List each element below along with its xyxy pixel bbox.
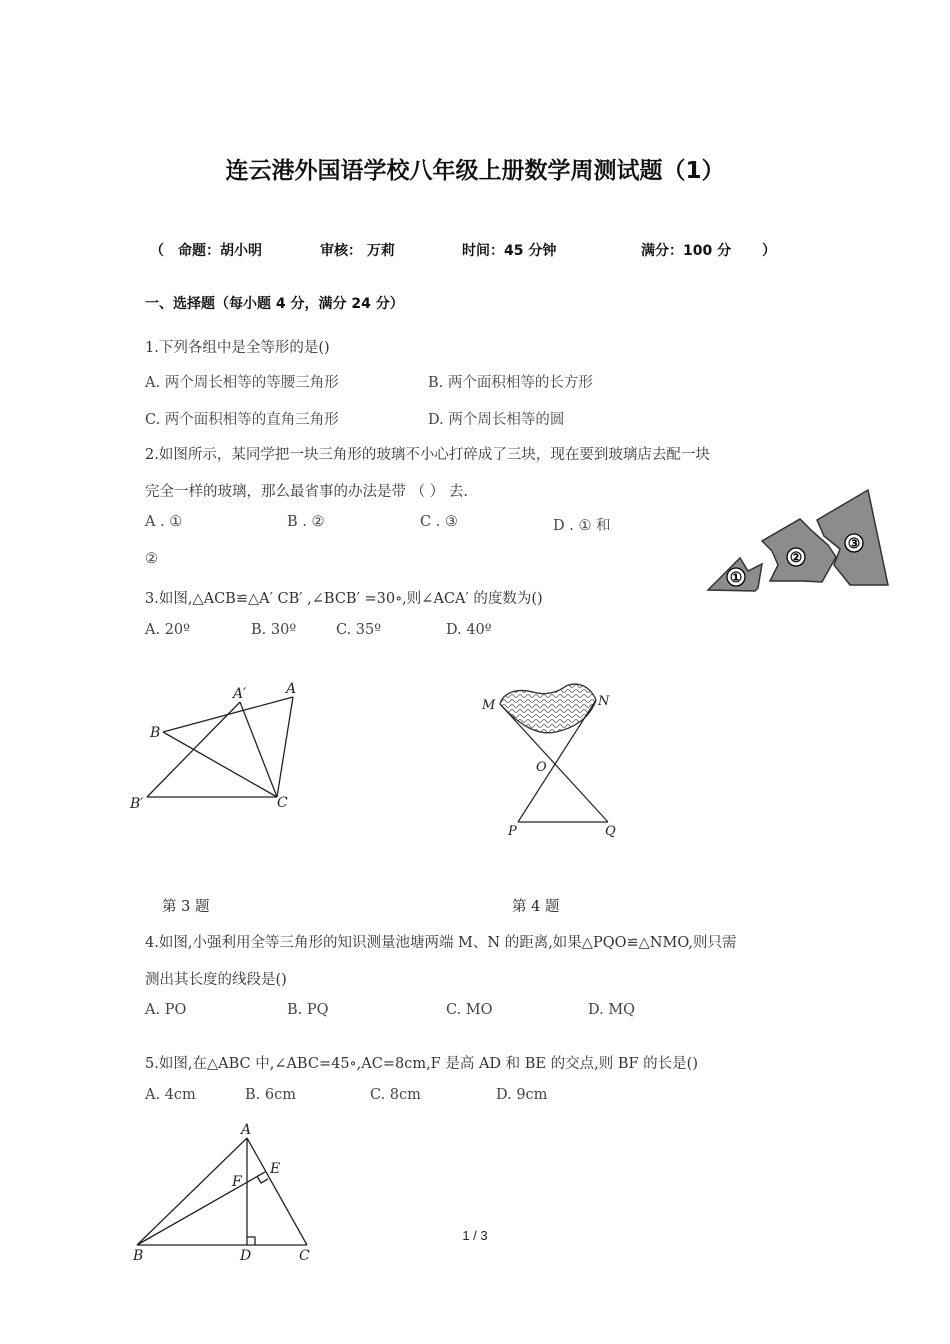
q3-option-b: B. 30º bbox=[251, 622, 297, 638]
fig3-label-A-prime: A′ bbox=[233, 686, 247, 702]
q1-option-b: B. 两个面积相等的长方形 bbox=[428, 375, 593, 391]
fig4-label-Q: Q bbox=[605, 824, 616, 839]
info-open: （ bbox=[150, 243, 164, 259]
caption-figure-3: 第 3 题 bbox=[162, 899, 210, 915]
q4-option-c: C. MO bbox=[446, 1002, 493, 1018]
glass-label-2 bbox=[787, 548, 805, 566]
q5-option-a: A. 4cm bbox=[145, 1087, 196, 1103]
q2-option-d: D . ① 和 bbox=[553, 518, 611, 534]
q3-option-a: A. 20º bbox=[145, 622, 190, 638]
fig4-label-O: O bbox=[536, 760, 547, 775]
svg-text:③: ③ bbox=[847, 536, 861, 552]
info-time: 时间：45 分钟 bbox=[462, 243, 557, 259]
glass-fragments-figure bbox=[700, 485, 895, 597]
q2-line1: 2.如图所示，某同学把一块三角形的玻璃不小心打碎成了三块，现在要到玻璃店去配一块 bbox=[145, 447, 710, 463]
glass-label-3 bbox=[845, 534, 863, 552]
page-title: 连云港外国语学校八年级上册数学周测试题（1） bbox=[225, 158, 725, 184]
fig3-label-B-prime: B′ bbox=[130, 796, 144, 812]
fig5-label-F: F bbox=[232, 1174, 242, 1190]
q1-stem: 1.下列各组中是全等形的是() bbox=[145, 340, 330, 356]
q2-line2: 完全一样的玻璃，那么最省事的办法是带 （ ） 去. bbox=[145, 484, 468, 500]
fig5-label-E: E bbox=[270, 1161, 281, 1177]
q4-option-a: A. PO bbox=[145, 1002, 187, 1018]
q2-option-b: B . ② bbox=[287, 514, 325, 530]
fig4-label-P: P bbox=[508, 824, 517, 839]
caption-figure-4: 第 4 题 bbox=[512, 899, 560, 915]
q2-option-c: C . ③ bbox=[420, 514, 458, 530]
info-score: 满分：100 分 bbox=[641, 243, 732, 259]
q2-option-d-cont: ② bbox=[145, 551, 158, 567]
q5-option-d: D. 9cm bbox=[496, 1087, 548, 1103]
fig3-label-C: C bbox=[277, 795, 288, 811]
info-close: ） bbox=[762, 243, 776, 259]
q4-option-b: B. PQ bbox=[287, 1002, 329, 1018]
q1-option-c: C. 两个面积相等的直角三角形 bbox=[145, 412, 339, 428]
figure-q4-pond bbox=[478, 678, 628, 840]
fig5-label-A: A bbox=[241, 1122, 252, 1138]
figure-q3-triangles bbox=[125, 675, 315, 815]
q4-line2: 测出其长度的线段是() bbox=[145, 972, 287, 988]
q5-option-c: C. 8cm bbox=[370, 1087, 421, 1103]
svg-text:①: ① bbox=[729, 570, 743, 586]
figure-q5-triangle bbox=[125, 1120, 325, 1268]
fig5-label-D: D bbox=[240, 1248, 252, 1264]
fig3-label-A: A bbox=[286, 681, 297, 697]
q5-option-b: B. 6cm bbox=[245, 1087, 296, 1103]
q3-option-d: D. 40º bbox=[446, 622, 492, 638]
info-author: 命题：胡小明 bbox=[178, 243, 262, 259]
q5-stem: 5.如图,在△ABC 中,∠ABC=45∘,AC=8cm,F 是高 AD 和 BE 的交点,则 BF 的长是() bbox=[145, 1056, 698, 1072]
info-reviewer: 审核： 万莉 bbox=[320, 243, 395, 259]
q3-stem: 3.如图,△ACB≌△A′ CB′ ,∠BCB′ =30∘,则∠ACA′ 的度数为() bbox=[145, 591, 543, 607]
pond-shape bbox=[500, 684, 596, 733]
page-number: 1 / 3 bbox=[462, 1228, 488, 1243]
q3-option-c: C. 35º bbox=[336, 622, 382, 638]
fig3-label-B: B bbox=[150, 725, 161, 741]
fig4-label-N: N bbox=[598, 694, 610, 709]
q4-line1: 4.如图,小强利用全等三角形的知识测量池塘两端 M、N 的距离,如果△PQO≌△NMO,则只需 bbox=[145, 935, 737, 951]
q4-option-d: D. MQ bbox=[588, 1002, 636, 1018]
fig5-label-B: B bbox=[133, 1248, 144, 1264]
fig4-label-M: M bbox=[482, 698, 496, 713]
q1-option-a: A. 两个周长相等的等腰三角形 bbox=[145, 375, 339, 391]
fig5-label-C: C bbox=[299, 1248, 310, 1264]
glass-label-1 bbox=[727, 568, 745, 586]
q1-option-d: D. 两个周长相等的圆 bbox=[428, 412, 565, 428]
section-heading: 一、选择题（每小题 4 分，满分 24 分） bbox=[145, 296, 404, 312]
q2-option-a: A . ① bbox=[145, 514, 183, 530]
svg-text:②: ② bbox=[789, 550, 803, 566]
